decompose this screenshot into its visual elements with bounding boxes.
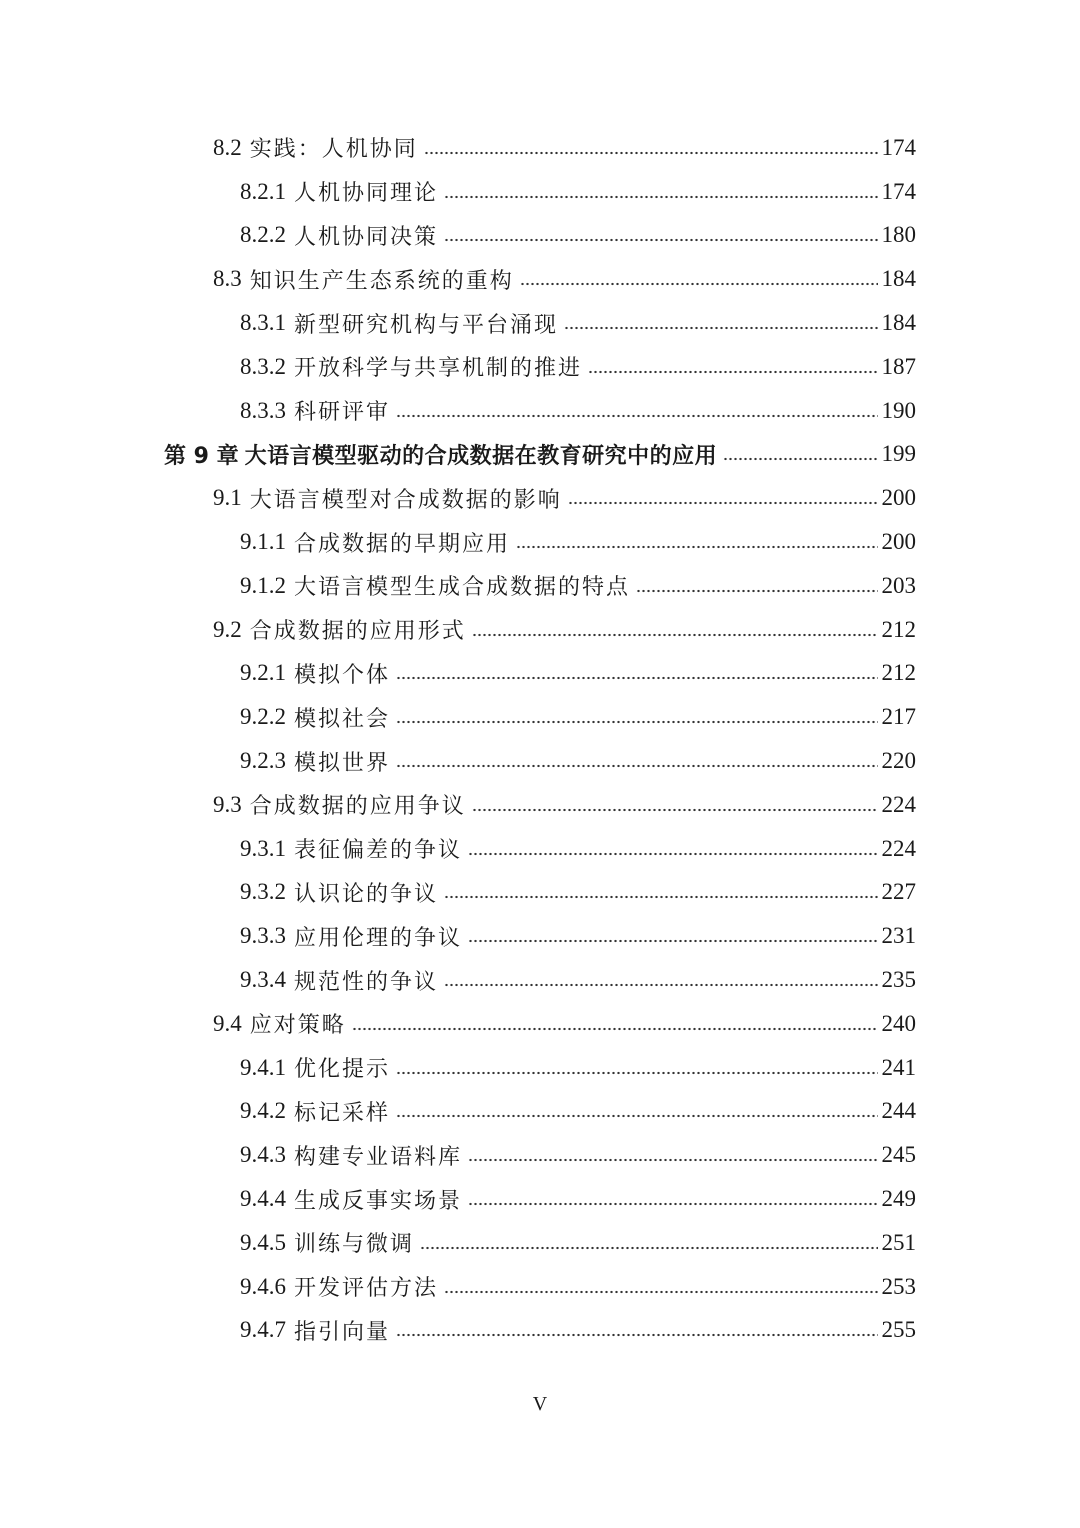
toc-entry-number: 9.4.4 <box>240 1186 286 1212</box>
toc-entry-title: 开发评估方法 <box>294 1276 439 1302</box>
toc-entry-page: 199 <box>881 441 916 467</box>
dot-leader <box>396 1071 877 1075</box>
toc-entry-page: 253 <box>881 1273 916 1299</box>
toc-entry-title: 大语言模型驱动的合成数据在教育研究中的应用 <box>244 443 718 469</box>
dot-leader <box>636 589 877 593</box>
toc-entry-page: 231 <box>881 923 916 949</box>
toc-entry-number: 9.3.1 <box>240 835 286 861</box>
toc-entry[interactable] <box>0 1309 1080 1353</box>
toc-entry-title: 大语言模型生成合成数据的特点 <box>294 575 631 601</box>
toc-entry-number: 9.2 <box>213 616 242 642</box>
toc-entry-number: 9.2.2 <box>240 704 286 730</box>
toc-entry-title: 表征偏差的争议 <box>294 838 463 864</box>
toc-entry-title: 生成反事实场景 <box>294 1188 463 1214</box>
dot-leader <box>468 1202 877 1206</box>
toc-entry[interactable] <box>0 564 1080 608</box>
dot-leader <box>468 939 877 943</box>
toc-entry-title: 指引向量 <box>294 1319 391 1345</box>
toc-entry[interactable] <box>0 1133 1080 1177</box>
toc-entry-title: 规范性的争议 <box>294 969 439 995</box>
dot-leader <box>396 414 877 418</box>
toc-entry[interactable] <box>0 1265 1080 1309</box>
toc-entry-page: 180 <box>881 222 916 248</box>
toc-entry-number: 8.3 <box>213 266 242 292</box>
toc-entry[interactable] <box>0 170 1080 214</box>
toc-entry-page: 184 <box>881 266 916 292</box>
toc-entry-number: 9.4.5 <box>240 1229 286 1255</box>
toc-entry-page: 227 <box>881 879 916 905</box>
toc-entry-title: 训练与微调 <box>294 1232 415 1258</box>
toc-entry-title: 合成数据的应用争议 <box>249 794 466 820</box>
toc-entry-page: 224 <box>881 791 916 817</box>
toc-entry-number: 9.4.1 <box>240 1054 286 1080</box>
toc-entry-number: 8.2 <box>213 134 242 160</box>
toc-entry-title: 知识生产生态系统的重构 <box>249 268 514 294</box>
dot-leader <box>352 1027 878 1031</box>
toc-entry-number: 9.4.3 <box>240 1142 286 1168</box>
toc-entry[interactable] <box>0 695 1080 739</box>
toc-entry[interactable] <box>0 389 1080 433</box>
toc-entry-page: 244 <box>881 1098 916 1124</box>
toc-entry-page: 203 <box>881 572 916 598</box>
toc-entry-number: 9.4 <box>213 1010 242 1036</box>
toc-entry-number: 9.2.3 <box>240 748 286 774</box>
toc-entry-page: 255 <box>881 1317 916 1343</box>
toc-entry-number: 9.4.7 <box>240 1317 286 1343</box>
toc-entry[interactable] <box>0 827 1080 871</box>
toc-entry-title: 模拟社会 <box>294 706 391 732</box>
dot-leader <box>468 1158 877 1162</box>
toc-entry-number: 8.3.3 <box>240 397 286 423</box>
toc-entry-page: 212 <box>881 616 916 642</box>
toc-entry-number: 9.4.2 <box>240 1098 286 1124</box>
dot-leader <box>472 633 878 637</box>
dot-leader <box>444 983 877 987</box>
dot-leader <box>444 895 877 899</box>
toc-entry-number: 9.1.1 <box>240 529 286 555</box>
toc-entry-title: 构建专业语料库 <box>294 1144 463 1170</box>
toc-entry[interactable] <box>0 652 1080 696</box>
toc-entry-number: 第 9 章 <box>164 443 239 469</box>
toc-entry[interactable] <box>0 476 1080 520</box>
toc-entry-page: 235 <box>881 967 916 993</box>
toc-entry-number: 8.2.1 <box>240 178 286 204</box>
toc-entry-number: 9.3.4 <box>240 967 286 993</box>
dot-leader <box>396 676 877 680</box>
toc-entry-title: 科研评审 <box>294 400 391 426</box>
dot-leader <box>520 282 878 286</box>
dot-leader <box>723 457 877 461</box>
toc-entry[interactable] <box>0 214 1080 258</box>
toc-entry-title: 优化提示 <box>294 1057 391 1083</box>
toc-entry-page: 212 <box>881 660 916 686</box>
table-of-contents <box>0 126 1080 1352</box>
toc-entry-title: 模拟个体 <box>294 662 391 688</box>
toc-entry-page: 251 <box>881 1229 916 1255</box>
toc-entry-number: 9.3 <box>213 791 242 817</box>
toc-entry-title: 开放科学与共享机制的推进 <box>294 356 583 382</box>
toc-entry-page: 184 <box>881 310 916 336</box>
toc-entry-page: 200 <box>881 529 916 555</box>
toc-entry-title: 人机协同理论 <box>294 181 439 207</box>
dot-leader <box>396 764 877 768</box>
toc-entry-title: 应对策略 <box>249 1013 346 1039</box>
toc-entry-title: 实践：人机协同 <box>249 137 418 163</box>
toc-entry-page: 200 <box>881 485 916 511</box>
toc-entry[interactable] <box>0 1046 1080 1090</box>
dot-leader <box>420 1246 877 1250</box>
dot-leader <box>468 852 877 856</box>
toc-entry[interactable] <box>0 520 1080 564</box>
toc-entry[interactable] <box>0 1177 1080 1221</box>
toc-entry-page: 190 <box>881 397 916 423</box>
toc-entry[interactable] <box>0 1090 1080 1134</box>
toc-entry[interactable] <box>0 608 1080 652</box>
dot-leader <box>444 1290 877 1294</box>
dot-leader <box>396 720 877 724</box>
toc-entry-page: 174 <box>881 178 916 204</box>
toc-entry-page: 224 <box>881 835 916 861</box>
toc-entry[interactable] <box>0 1002 1080 1046</box>
dot-leader <box>588 370 877 374</box>
toc-entry-title: 合成数据的应用形式 <box>249 619 466 645</box>
toc-entry-number: 8.3.2 <box>240 353 286 379</box>
toc-entry-number: 9.3.3 <box>240 923 286 949</box>
toc-entry[interactable] <box>0 739 1080 783</box>
toc-entry-title: 认识论的争议 <box>294 881 439 907</box>
toc-entry-page: 187 <box>881 353 916 379</box>
dot-leader <box>472 808 878 812</box>
toc-entry-number: 8.3.1 <box>240 310 286 336</box>
toc-entry-page: 240 <box>881 1010 916 1036</box>
toc-entry-page: 249 <box>881 1186 916 1212</box>
toc-entry-title: 模拟世界 <box>294 750 391 776</box>
dot-leader <box>516 545 877 549</box>
toc-entry-page: 174 <box>881 134 916 160</box>
toc-entry-number: 8.2.2 <box>240 222 286 248</box>
toc-entry[interactable] <box>0 871 1080 915</box>
page-number: V <box>532 1393 548 1415</box>
dot-leader <box>424 151 878 155</box>
toc-entry-number: 9.3.2 <box>240 879 286 905</box>
toc-entry[interactable] <box>0 257 1080 301</box>
toc-entry-title: 人机协同决策 <box>294 224 439 250</box>
dot-leader <box>444 238 877 242</box>
toc-entry-title: 标记采样 <box>294 1100 391 1126</box>
toc-entry-title: 合成数据的早期应用 <box>294 531 511 557</box>
toc-entry-title: 应用伦理的争议 <box>294 925 463 951</box>
toc-entry-page: 245 <box>881 1142 916 1168</box>
toc-entry[interactable] <box>0 1221 1080 1265</box>
toc-entry-number: 9.4.6 <box>240 1273 286 1299</box>
dot-leader <box>568 501 878 505</box>
toc-entry-number: 9.2.1 <box>240 660 286 686</box>
toc-entry[interactable] <box>0 783 1080 827</box>
toc-entry-number: 9.1.2 <box>240 572 286 598</box>
toc-entry[interactable] <box>0 958 1080 1002</box>
toc-entry-number: 9.1 <box>213 485 242 511</box>
toc-entry[interactable] <box>0 914 1080 958</box>
toc-entry-page: 217 <box>881 704 916 730</box>
dot-leader <box>396 1114 877 1118</box>
dot-leader <box>564 326 877 330</box>
toc-entry[interactable] <box>0 345 1080 389</box>
toc-chapter-entry[interactable] <box>0 433 1080 477</box>
dot-leader <box>444 195 877 199</box>
toc-entry-title: 新型研究机构与平台涌现 <box>294 312 559 338</box>
toc-entry-page: 241 <box>881 1054 916 1080</box>
dot-leader <box>396 1333 877 1337</box>
toc-entry-title: 大语言模型对合成数据的影响 <box>249 487 562 513</box>
toc-entry-page: 220 <box>881 748 916 774</box>
toc-entry[interactable] <box>0 301 1080 345</box>
toc-entry[interactable] <box>0 126 1080 170</box>
